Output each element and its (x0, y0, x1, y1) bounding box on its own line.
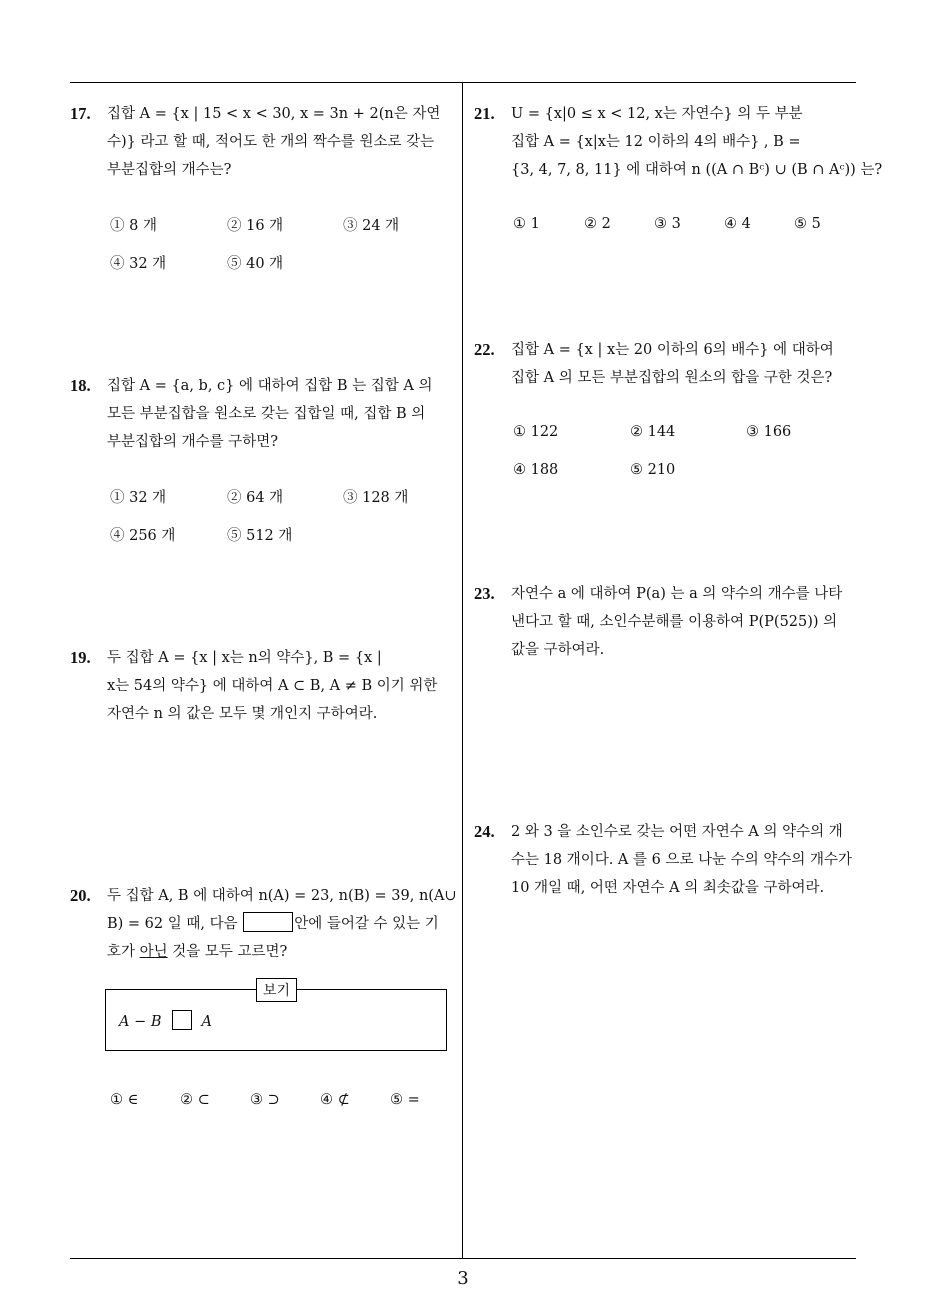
question-number: 18. (70, 376, 91, 395)
question-text-line: 집합 A = {a, b, c} 에 대하여 집합 B 는 집합 A 의 (107, 378, 433, 394)
question-23 (474, 580, 860, 664)
question-19 (70, 644, 456, 728)
choice-1[interactable]: ① ∈ (110, 1092, 139, 1108)
bottom-rule (70, 1258, 856, 1259)
expression-right: A (201, 1014, 212, 1030)
question-text-line: 부분집합의 개수를 구하면? (107, 434, 279, 450)
choice-1[interactable]: ① 32 개 (110, 490, 167, 506)
choice-3[interactable]: ③ 128 개 (343, 490, 409, 506)
page-number: 3 (457, 1268, 469, 1289)
choice-4[interactable]: ④ 4 (724, 216, 751, 232)
choice-4[interactable]: ④ 256 개 (110, 528, 176, 544)
question-text-line: 자연수 a 에 대하여 P(a) 는 a 의 약수의 개수를 나타 (511, 586, 843, 602)
underlined-word: 아닌 (139, 944, 168, 960)
question-text-line: x는 54의 약수} 에 대하여 A ⊂ B, A ≠ B 이기 위한 (107, 678, 438, 694)
question-text-line: 수)} 라고 할 때, 적어도 한 개의 짝수를 원소로 갖는 (107, 134, 435, 150)
top-rule (70, 82, 856, 83)
question-number: 23. (474, 584, 495, 603)
example-box (105, 983, 447, 1051)
question-21 (474, 100, 883, 184)
question-text-line (107, 910, 456, 938)
blank-square (172, 1010, 192, 1030)
question-text-line: 모든 부분집합을 원소로 갖는 집합일 때, 집합 B 의 (107, 406, 426, 422)
question-text-fragment: B) = 62 일 때, 다음 (107, 916, 238, 932)
question-number: 21. (474, 104, 495, 123)
question-17 (70, 100, 456, 184)
question-text-line: 두 집합 A = {x | x는 n의 약수}, B = {x | (107, 650, 382, 666)
choice-5[interactable]: ⑤ 210 (630, 462, 676, 478)
question-18 (70, 372, 456, 456)
choice-1[interactable]: ① 122 (513, 424, 559, 440)
choice-4[interactable]: ④ 32 개 (110, 256, 167, 272)
question-text-line: 자연수 n 의 값은 모두 몇 개인지 구하여라. (107, 706, 378, 722)
example-expression (119, 1010, 212, 1030)
question-number: 17. (70, 104, 91, 123)
choice-2[interactable]: ② 144 (630, 424, 676, 440)
choice-2[interactable]: ② 2 (584, 216, 611, 232)
question-number: 20. (70, 886, 91, 905)
choice-3[interactable]: ③ 166 (746, 424, 792, 440)
question-text-line: 수는 18 개이다. A 를 6 으로 나눈 수의 약수의 개수가 (511, 852, 852, 868)
choice-2[interactable]: ② 16 개 (227, 218, 284, 234)
choice-1[interactable]: ① 8 개 (110, 218, 157, 234)
choice-5[interactable]: ⑤ = (390, 1092, 420, 1108)
question-number: 24. (474, 822, 495, 841)
question-24 (474, 818, 860, 902)
question-22 (474, 336, 860, 392)
choice-5[interactable]: ⑤ 40 개 (227, 256, 284, 272)
blank-box (243, 912, 293, 932)
question-text-line: {3, 4, 7, 8, 11} 에 대하여 n ((A ∩ Bᶜ) ∪ (B ∩ Aᶜ)) 는? (511, 162, 883, 178)
choice-4[interactable]: ④ 188 (513, 462, 559, 478)
question-text-line: 두 집합 A, B 에 대하여 n(A) = 23, n(B) = 39, n(A∪ (107, 888, 457, 904)
question-number: 22. (474, 340, 495, 359)
example-box-label: 보기 (256, 978, 297, 1002)
question-text-line: 10 개일 때, 어떤 자연수 A 의 최솟값을 구하여라. (511, 880, 825, 896)
question-text-line: 집합 A 의 모든 부분집합의 원소의 합을 구한 것은? (511, 370, 833, 386)
choice-3[interactable]: ③ ⊃ (250, 1092, 280, 1108)
choice-5[interactable]: ⑤ 512 개 (227, 528, 293, 544)
column-divider (462, 82, 463, 1259)
choice-3[interactable]: ③ 24 개 (343, 218, 400, 234)
expression-left: A − B (119, 1014, 162, 1030)
question-text-line: 값을 구하여라. (511, 642, 605, 658)
question-text-line: 낸다고 할 때, 소인수분해를 이용하여 P(P(525)) 의 (511, 614, 838, 630)
question-text-line: 2 와 3 을 소인수로 갖는 어떤 자연수 A 의 약수의 개 (511, 824, 843, 840)
question-text-line: 집합 A = {x | 15 < x < 30, x = 3n + 2(n은 자연 (107, 106, 441, 122)
question-text-fragment: 안에 들어갈 수 있는 기 (294, 916, 439, 932)
question-text-line: 집합 A = {x | x는 20 이하의 6의 배수} 에 대하여 (511, 342, 834, 358)
question-text-line: 집합 A = {x|x는 12 이하의 4의 배수} , B = (511, 134, 801, 150)
question-text-fragment: 호가 (107, 944, 140, 960)
choice-1[interactable]: ① 1 (513, 216, 540, 232)
question-text-line (107, 938, 456, 966)
choice-4[interactable]: ④ ⊄ (320, 1092, 350, 1108)
question-text-fragment: 것을 모두 고르면? (167, 944, 288, 960)
question-text-line: U = {x|0 ≤ x < 12, x는 자연수} 의 두 부분 (511, 106, 803, 122)
choice-5[interactable]: ⑤ 5 (794, 216, 821, 232)
choice-2[interactable]: ② ⊂ (180, 1092, 210, 1108)
question-text-line: 부분집합의 개수는? (107, 162, 232, 178)
question-20 (70, 882, 456, 966)
choice-2[interactable]: ② 64 개 (227, 490, 284, 506)
question-number: 19. (70, 648, 91, 667)
choice-3[interactable]: ③ 3 (654, 216, 681, 232)
